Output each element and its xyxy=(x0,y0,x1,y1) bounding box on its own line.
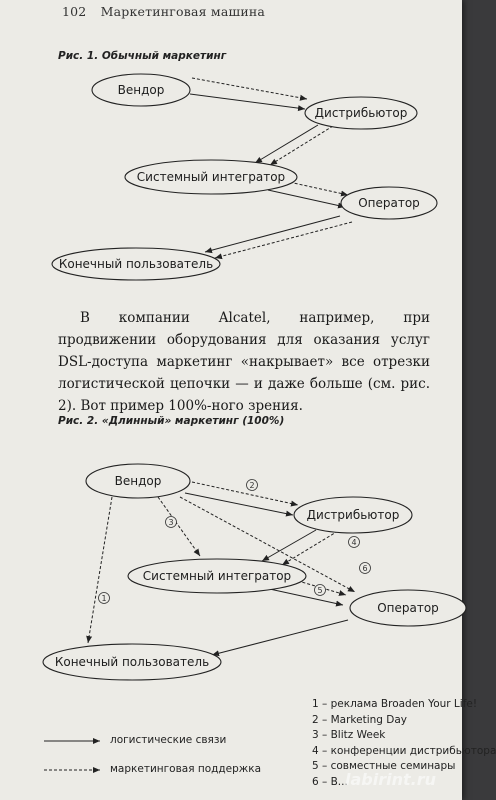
page-number: 102 xyxy=(62,4,87,19)
svg-text:Конечный пользователь: Конечный пользователь xyxy=(58,257,214,271)
svg-text:6: 6 xyxy=(362,564,368,573)
arrow2-vendor-enduser-dashed xyxy=(88,497,112,643)
watermark: labirint.ru xyxy=(345,770,436,789)
figure-1-caption: Рис. 1. Обычный маркетинг xyxy=(58,50,227,62)
arrow2-vendor-distributor-solid xyxy=(185,493,293,515)
svg-text:Оператор: Оператор xyxy=(358,196,420,210)
arrow2-vendor-integrator-dashed xyxy=(158,497,200,556)
arrow2-distributor-integrator-dashed xyxy=(282,531,338,565)
legend-solid-label: логистические связи xyxy=(110,734,227,746)
svg-text:3: 3 xyxy=(168,518,174,527)
paragraph-text: В компании Alcatel, например, при продвижении оборудования для оказания услуг DSL-доступа маркетинг «накрывает» все отрезки логистической цепочки — и даже больше (см. рис. 2). Вот пример 100%-ного зрения. xyxy=(58,310,430,414)
arrow-number-5 xyxy=(315,585,326,596)
arrow-number-6 xyxy=(360,563,371,574)
arrow-number-4 xyxy=(349,537,360,548)
svg-text:5: 5 xyxy=(317,586,323,595)
svg-text:Системный интегратор: Системный интегратор xyxy=(136,170,286,184)
key-item: 5 – совместные семинары xyxy=(312,760,456,772)
arrow-number-2 xyxy=(247,480,258,491)
node2-distributor xyxy=(294,497,412,533)
running-title: Маркетинговая машина xyxy=(100,4,266,19)
arrow-number-3 xyxy=(166,517,177,528)
key-item: 4 – конференции дистрибьютора xyxy=(312,744,496,757)
legend-dashed-label: маркетинговая поддержка xyxy=(110,763,262,775)
figure-2-caption: Рис. 2. «Длинный» маркетинг (100%) xyxy=(58,415,285,427)
key-item: 1 – реклама Broaden Your Life! xyxy=(312,698,478,710)
node2-operator xyxy=(350,590,466,626)
arrow2-operator-enduser-solid xyxy=(212,620,348,655)
svg-text:Вендор: Вендор xyxy=(117,83,165,97)
svg-text:2: 2 xyxy=(249,481,255,490)
arrow2-vendor-distributor-dashed xyxy=(192,482,298,505)
svg-text:4: 4 xyxy=(351,538,357,547)
key-item: 6 – В... xyxy=(312,775,348,788)
node2-end-user xyxy=(43,644,221,680)
key-item: 3 – Blitz Week xyxy=(312,729,386,741)
key-item: 2 – Marketing Day xyxy=(312,713,408,726)
svg-text:Дистрибьютор: Дистрибьютор xyxy=(306,508,400,522)
svg-text:Дистрибьютор: Дистрибьютор xyxy=(314,106,408,120)
svg-text:Конечный пользователь: Конечный пользователь xyxy=(54,655,210,669)
svg-text:Оператор: Оператор xyxy=(377,601,439,615)
node2-integrator xyxy=(128,559,306,593)
arrow-number-1 xyxy=(99,593,110,604)
svg-text:Системный интегратор: Системный интегратор xyxy=(142,569,292,583)
svg-text:1: 1 xyxy=(101,594,107,603)
node2-vendor xyxy=(86,464,190,498)
svg-text:Вендор: Вендор xyxy=(114,474,162,488)
